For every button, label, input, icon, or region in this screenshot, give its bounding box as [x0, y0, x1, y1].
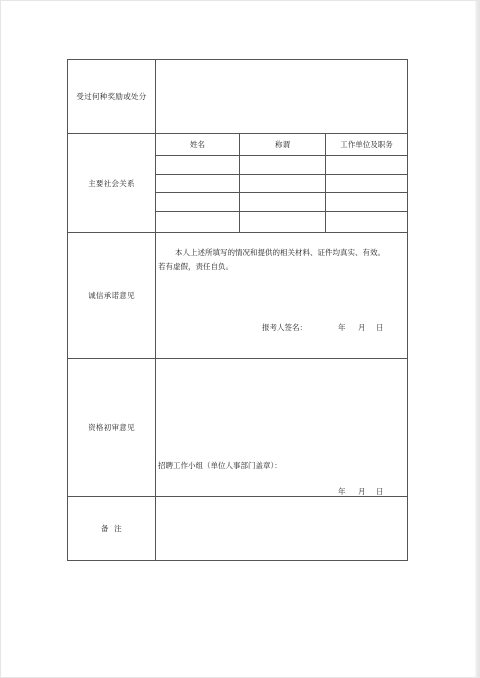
relations-table-row [156, 156, 407, 175]
integrity-day-label: 日 [376, 323, 384, 332]
integrity-year-label: 年 [338, 323, 346, 332]
integrity-row [68, 233, 407, 359]
review-row [68, 359, 407, 497]
review-content [156, 359, 407, 496]
relation-title-cell[interactable] [240, 212, 326, 232]
relations-table [156, 134, 407, 232]
review-day-label: 日 [376, 487, 384, 496]
relations-row [68, 134, 407, 233]
header-workplace-position: 工作单位及职务 [340, 140, 393, 149]
relations-table-row [156, 212, 407, 232]
relation-title-cell[interactable] [240, 193, 326, 211]
review-month-label: 月 [358, 487, 366, 496]
integrity-statement-line1: 本人上述所填写的情况和提供的相关材料、证件均真实、有效。 [175, 248, 385, 257]
integrity-month-label: 月 [358, 323, 366, 332]
relation-workplace-cell[interactable] [326, 156, 407, 174]
header-relationship: 称谓 [240, 134, 326, 155]
relation-title-cell[interactable] [240, 156, 326, 174]
relation-name-cell[interactable] [156, 212, 240, 232]
relations-label: 主要社会关系 [68, 134, 156, 232]
relation-workplace-cell[interactable] [326, 212, 407, 232]
relation-name-cell[interactable] [156, 193, 240, 211]
relation-name-cell[interactable] [156, 175, 240, 192]
registration-form-table [67, 59, 408, 561]
applicant-signature-label: 报考人签名： [262, 323, 307, 332]
relation-name-cell[interactable] [156, 156, 240, 174]
relation-title-cell[interactable] [240, 175, 326, 192]
integrity-statement-line2: 若有虚假，责任自负。 [158, 262, 233, 271]
review-year-label: 年 [338, 487, 346, 496]
review-label: 资格初审意见 [68, 359, 156, 496]
integrity-content [156, 233, 407, 358]
relation-workplace-cell[interactable] [326, 193, 407, 211]
relations-table-row [156, 175, 407, 193]
integrity-label: 诚信承诺意见 [68, 233, 156, 358]
relations-header-row [156, 134, 407, 156]
relation-workplace-cell[interactable] [326, 175, 407, 192]
recruitment-panel-label: 招聘工作小组（单位人事部门盖章）： [158, 461, 282, 470]
remarks-label: 备 注 [68, 497, 156, 560]
awards-label: 受过何种奖励或处分 [68, 60, 156, 133]
header-name: 姓名 [156, 134, 240, 155]
remarks-row [68, 497, 407, 560]
awards-field[interactable] [156, 60, 407, 133]
remarks-field[interactable] [156, 497, 407, 560]
awards-row [68, 60, 407, 134]
relations-table-row [156, 193, 407, 212]
